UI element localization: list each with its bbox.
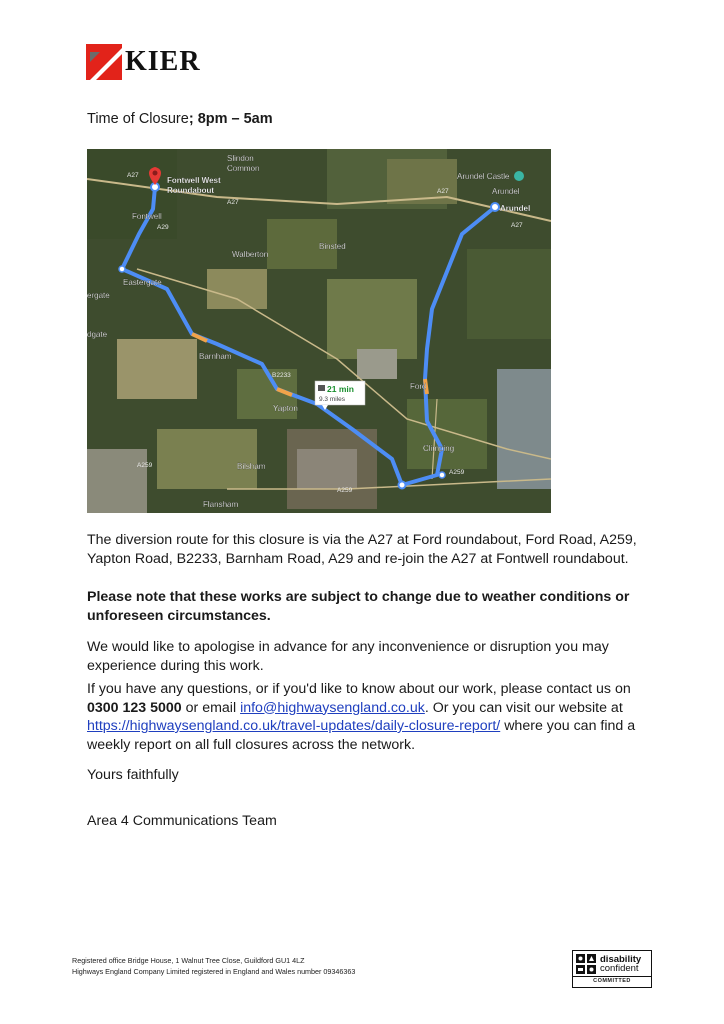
diversion-paragraph: The diversion route for this closure is via the A27 at Ford roundabout, Ford Road, A259, Yapton Road, B2233, Barnham Road, A29 and re-join the A27 at Fontwell roundabout.: [87, 532, 637, 567]
road-a27-3: A27: [437, 188, 449, 195]
road-a27-2: A27: [227, 199, 239, 206]
apology-paragraph: We would like to apologise in advance for any inconvenience or disruption you may experience during this work.: [87, 639, 609, 674]
email-link[interactable]: info@highwaysengland.co.uk: [240, 699, 425, 716]
kier-logo-icon: [86, 44, 122, 80]
label-fontwell: Fontwell: [132, 212, 162, 221]
label-walberton: Walberton: [232, 250, 269, 259]
label-dgate: dgate: [87, 330, 108, 339]
footer: [72, 955, 355, 977]
signoff: Yours faithfully: [87, 767, 179, 783]
contact-text-pre: If you have any questions, or if you'd like to know about our work, please contact us on: [87, 681, 631, 697]
website-link[interactable]: https://highwaysengland.co.uk/travel-updates/daily-closure-report/: [87, 718, 501, 734]
kier-logo: [86, 44, 201, 80]
footer-registered-office: Registered office Bridge House, 1 Walnut Tree Close, Guildford GU1 4LZ: [72, 956, 305, 965]
label-arundel-castle: Arundel Castle: [457, 172, 510, 181]
closure-label: Time of Closure: [87, 111, 189, 127]
disability-confident-icon: [575, 953, 597, 975]
eta-distance: 9.3 miles: [319, 396, 346, 403]
closure-separator: ;: [188, 111, 194, 127]
label-bilsham: Bilsham: [237, 462, 266, 471]
road-a259-2: A259: [449, 469, 465, 476]
disability-confident-badge: [572, 950, 652, 988]
label-ford: Ford: [410, 382, 427, 391]
road-a259-1: A259: [137, 462, 153, 469]
label-arundel-town: Arundel: [492, 187, 520, 196]
badge-word-disability: disability: [600, 953, 642, 965]
contact-text-post: where you can find a weekly report on all full closures across the network.: [87, 718, 636, 753]
label-climping: Climping: [423, 444, 455, 453]
footer-company-registration: Highways England Company Limited registered in England and Wales number 09346363: [72, 967, 356, 976]
team-name: Area 4 Communications Team: [87, 813, 277, 829]
closure-time-value: 8pm – 5am: [197, 111, 273, 127]
label-arundel: Arundel: [500, 204, 531, 213]
contact-paragraph: [87, 680, 657, 754]
road-a27-1: A27: [127, 172, 139, 179]
ford-roundabout-dot: [399, 482, 406, 489]
notice-paragraph: Please note that these works are subject to change due to weather conditions or unforeseen circumstances.: [87, 589, 630, 624]
castle-icon: [514, 171, 524, 181]
road-b2233: B2233: [272, 372, 291, 379]
brand-name: KIER: [125, 46, 201, 77]
road-a29: A29: [157, 224, 169, 231]
label-eastergate: Eastergate: [123, 278, 162, 287]
arundel-dot: [491, 203, 499, 211]
label-binsted: Binsted: [319, 242, 346, 251]
contact-text-mid2: . Or you can visit our website at: [424, 699, 623, 716]
contact-phone: 0300 123 5000: [87, 699, 182, 716]
contact-text-mid: or email: [185, 699, 237, 716]
road-a27-4: A27: [511, 222, 523, 229]
closure-time: [87, 111, 273, 127]
label-ergate: ergate: [87, 291, 110, 300]
diversion-map: [87, 149, 551, 513]
label-barnham: Barnham: [199, 352, 232, 361]
label-slindon: Slindon: [227, 154, 254, 163]
label-fontwell-west: Fontwell West Roundabout: [167, 176, 221, 195]
badge-word-confident: confident: [600, 962, 639, 974]
label-yapton: Yapton: [273, 404, 298, 413]
label-slindon-2: Common: [227, 164, 260, 173]
badge-committed: COMMITTED: [573, 976, 651, 986]
road-a259-3: A259: [337, 487, 353, 494]
label-flansham: Flansham: [203, 500, 239, 509]
eta-time: 21 min: [327, 384, 354, 394]
